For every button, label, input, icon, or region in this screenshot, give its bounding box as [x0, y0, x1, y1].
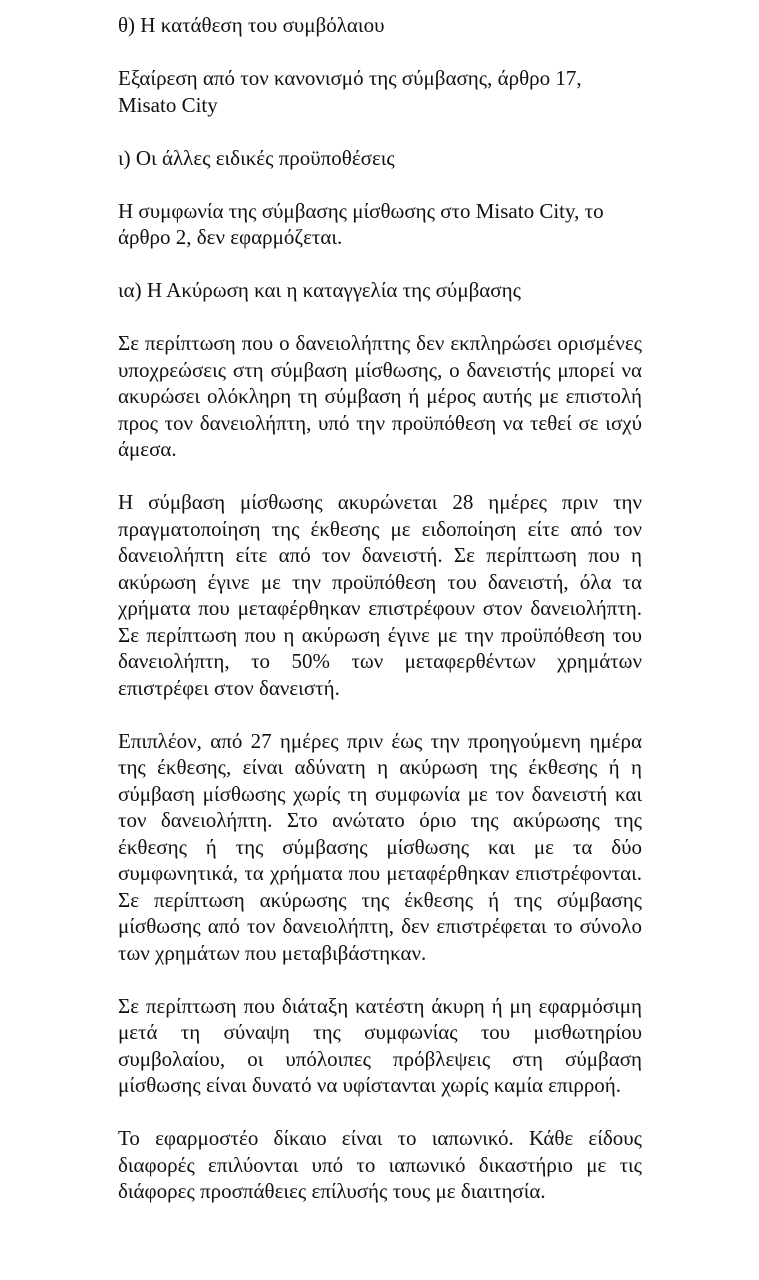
section-body-theta: Εξαίρεση από τον κανονισμό της σύμβασης, άρθρο 17, Misato City: [118, 66, 582, 117]
section-heading-theta: θ) Η κατάθεση του συμβόλαιου: [118, 13, 385, 37]
paragraph-governing-law: Το εφαρμοστέο δίκαιο είναι το ιαπωνικό. Κάθε είδους διαφορές επιλύονται υπό το ιαπωνικό δικαστήριο με τις διάφορες προσπάθειες επίλυσής τους με διαιτησία.: [118, 1126, 642, 1203]
document-page: [118, 12, 642, 1231]
section-heading-iota: ι) Οι άλλες ειδικές προϋποθέσεις: [118, 145, 395, 170]
section-heading-iota-alpha: ια) Η Ακύρωση και η καταγγελία της σύμβασης: [118, 278, 521, 302]
paragraph-breach: Σε περίπτωση που ο δανειολήπτης δεν εκπληρώσει ορισμένες υποχρεώσεις στη σύμβαση μίσθωσης, ο δανειστής μπορεί να ακυρώσει ολόκληρη τη σύμβαση ή μέρος αυτής με επιστολή προς τον δανειολήπτη, υπό την προϋπόθεση να τεθεί σε ισχύ άμεσα.: [118, 331, 642, 461]
paragraph-severability: Σε περίπτωση που διάταξη κατέστη άκυρη ή μη εφαρμόσιμη μετά τη σύναψη της συμφωνίας του μισθωτηρίου συμβολαίου, οι υπόλοιπες πρόβλεψεις στη σύμβαση μίσθωσης είναι δυνατό να υφίστανται χωρίς καμία επιρροή.: [118, 993, 642, 1097]
paragraph-cancellation-28-days: Η σύμβαση μίσθωσης ακυρώνεται 28 ημέρες πριν την πραγματοποίηση της έκθεσης με ειδοποίηση είτε από τον δανειολήπτη είτε από τον δανειστή. Σε περίπτωση που η ακύρωση έγινε με την προϋπόθεση του δανειστή, όλα τα χρήματα που μεταφέρθηκαν επιστρέφουν στον δανειολήπτη. Σε περίπτωση που η ακύρωση έγινε με την προϋπόθεση του δανειολήπτη, το 50% των μεταφερθέντων χρημάτων επιστρέφει στον δανειστή.: [118, 490, 642, 700]
paragraph-cancellation-27-days: Επιπλέον, από 27 ημέρες πριν έως την προηγούμενη ημέρα της έκθεσης, είναι αδύνατη η ακύρωση της έκθεσης ή η σύμβαση μίσθωσης χωρίς τη συμφωνία με τον δανειστή και τον δανειολήπτη. Στο ανώτατο όριο της ακύρωσης της έκθεσης ή της σύμβασης μίσθωσης και με τα δύο συμφωνητικά, τα χρήματα που μεταφέρθηκαν επιστρέφονται. Σε περίπτωση ακύρωσης της έκθεσης ή της σύμβασης μίσθωσης από τον δανειολήπτη, δεν επιστρέφεται το σύνολο των χρημάτων που μεταβιβάστηκαν.: [118, 728, 642, 965]
section-body-iota: Η συμφωνία της σύμβασης μίσθωσης στο Misato City, το άρθρο 2, δεν εφαρμόζεται.: [118, 198, 604, 249]
